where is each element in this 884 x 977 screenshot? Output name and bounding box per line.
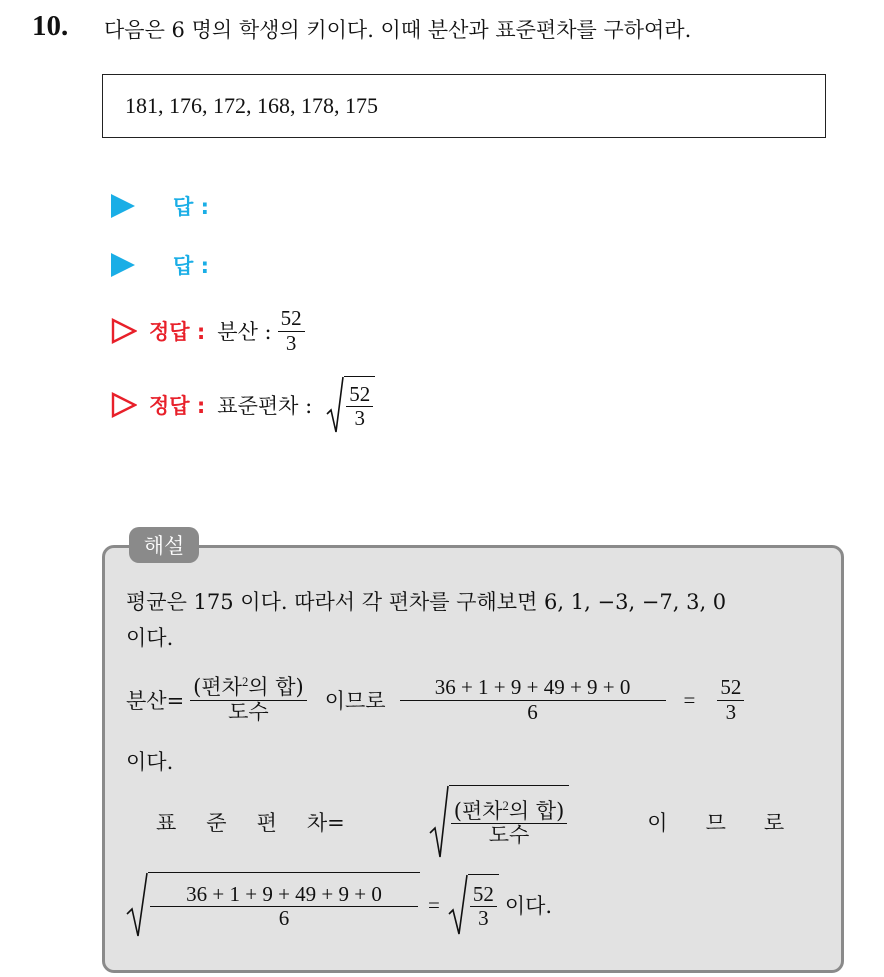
explanation-line-1b: 이다. — [126, 626, 174, 650]
sum-fraction: $\frac{36 + 1 + 9 + 49 + 9 + 0}{6}$ — [400, 676, 666, 723]
correct-label: 정답 : — [149, 320, 206, 344]
sqrt-sign-icon — [429, 785, 449, 859]
stddev-sqrt-formula: $\frac{(편차^2의 합)}{\text{도수}}$ — [429, 785, 570, 859]
answer-row-1 — [111, 193, 209, 219]
result-sqrt: $\frac{52}{3}$ — [448, 874, 499, 936]
answer-row-2 — [111, 252, 209, 278]
question-text: 다음은 6 명의 학생의 키이다. 이때 분산과 표준편차를 구하여라. — [104, 18, 692, 42]
height-values: 181, 176, 172, 168, 178, 175 — [125, 93, 378, 118]
fraction-numerator: 52 — [280, 306, 302, 331]
so-text: 이므로 — [324, 689, 386, 713]
outline-triangle-icon — [111, 392, 137, 418]
fraction-numerator: 52 — [349, 381, 371, 406]
result-fraction: $\frac{52}{3}$ — [717, 676, 744, 723]
variance-label: 분산 : — [217, 320, 272, 344]
correct-answer-stddev — [111, 374, 375, 436]
sqrt-sign-icon — [326, 376, 344, 434]
data-box — [102, 74, 826, 138]
final-formula: $\frac{36 + 1 + 9 + 49 + 9 + 0}{6}$ = $\frac{52}{3}$ 이다. — [126, 870, 552, 940]
sum-sqrt: $\frac{36 + 1 + 9 + 49 + 9 + 0}{6}$ — [126, 872, 420, 938]
variance-formula: 분산= $\frac{(편차^2의 합)}{\text{도수}}$ 이므로 $\frac{36 + 1 + 9 + 49 + 9 + 0}{6}$ = $\frac{52}{3}$ — [126, 668, 744, 732]
outline-triangle-icon — [111, 318, 137, 344]
correct-answer-variance — [111, 300, 305, 362]
dev-sq-over-freq: $\frac{(편차^2의 합)}{\text{도수}}$ — [190, 676, 307, 723]
answer-label: 답 : — [173, 254, 209, 278]
variance-prefix: 분산= — [126, 689, 185, 713]
sqrt-sign-icon — [126, 872, 148, 938]
fraction-denominator: 3 — [354, 406, 365, 430]
play-triangle-icon — [111, 253, 135, 277]
sqrt-sign-icon — [448, 874, 468, 936]
variance-fraction — [278, 307, 305, 354]
stddev-label: 표준편차 : — [217, 394, 313, 418]
play-triangle-icon — [111, 194, 135, 218]
answer-label: 답 : — [173, 195, 209, 219]
stddev-formula: 표 준 편 차= $\frac{(편차^2의 합)}{\text{도수}}$ 이 므 로 — [156, 783, 784, 861]
explanation-tab: 해설 — [129, 527, 199, 563]
question-number: 10. — [32, 10, 69, 42]
stddev-sqrt — [326, 376, 375, 434]
explanation-ida: 이다. — [126, 750, 174, 774]
correct-label: 정답 : — [149, 394, 206, 418]
explanation-line-1: 평균은 175 이다. 따라서 각 편차를 구해보면 6, 1, −3, −7, 3, 0 — [126, 590, 727, 614]
fraction-denominator: 3 — [285, 330, 297, 355]
